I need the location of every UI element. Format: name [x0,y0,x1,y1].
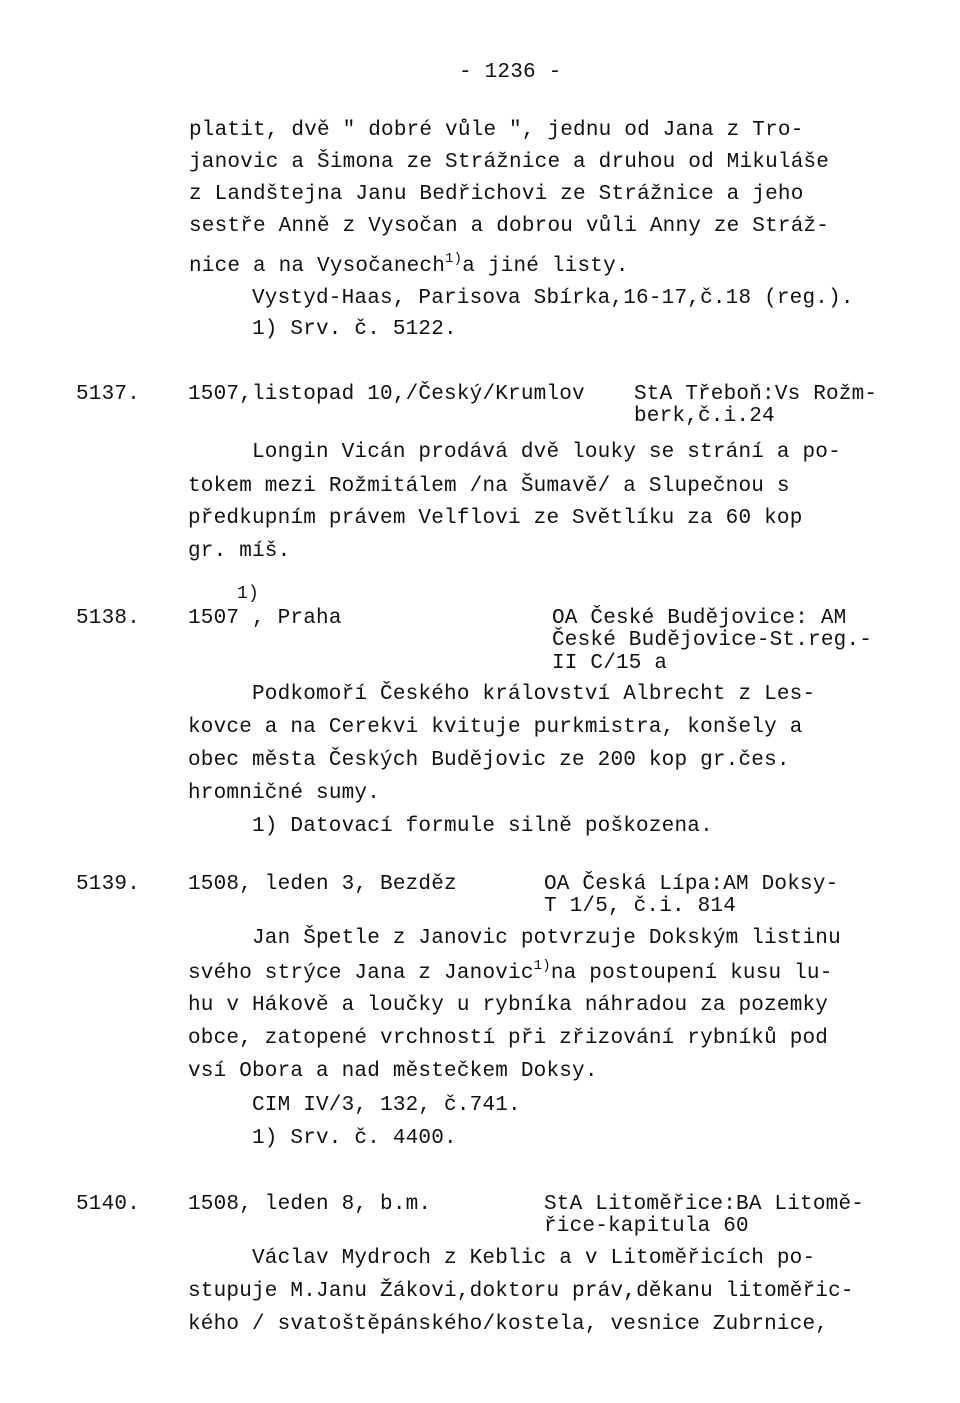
footnote-marker: 1) [533,958,551,974]
entry-text-line: hu v Hákově a loučky u rybníka náhradou za pozemky [188,994,829,1017]
entry-text-line: obec města Českých Budějovic ze 200 kop gr.čes. [188,749,790,772]
entry-archive-line-3: II C/15 a [552,652,668,675]
text-fragment: nice a na Vysočanech [189,255,446,278]
text-fragment: na postoupení kusu lu- [550,962,833,985]
entry-number: 5138. [76,607,141,630]
entry-footnote: 1) Datovací formule silně poškozena. [252,815,713,838]
entry-text-line: Jan Špetle z Janovic potvrzuje Dokským listinu [252,927,841,950]
continuation-source: Vystyd-Haas, Parisova Sbírka,16-17,č.18 (reg.). [252,287,854,310]
entry-archive-line-2: T 1/5, č.i. 814 [544,895,737,918]
entry-text-line: obce, zatopené vrchností při zřizování rybníků pod [188,1027,829,1050]
entry-archive-line-1: StA Třeboň:Vs Rožm- [634,383,878,406]
entry-date-place: 1508, leden 8, b.m. [188,1193,432,1216]
entry-text-line: kovce a na Cerekvi kvituje purkmistra, konšely a [188,716,803,739]
entry-archive-line-2: České Budějovice-St.reg.- [552,629,873,652]
continuation-line-2: janovic a Šimona ze Strážnice a druhou od Mikuláše [189,151,830,174]
footnote-marker: 1) [237,584,260,604]
page-number: - 1236 - [459,61,562,84]
entry-text-line: hromničné sumy. [188,782,381,805]
text-fragment: svého strýce Jana z Janovic [188,962,534,985]
continuation-line-5 [189,251,629,280]
entry-text-line: Longin Vicán prodává dvě louky se strání a po- [252,441,841,464]
continuation-footnote: 1) Srv. č. 5122. [252,318,457,341]
entry-archive-line-1: StA Litoměřice:BA Litomě- [544,1193,865,1216]
text-fragment: a jiné listy. [462,255,629,278]
entry-text-line: gr. míš. [188,540,291,563]
entry-date-place: 1508, leden 3, Bezděz [188,873,457,896]
entry-date-place: 1507 , Praha [188,607,342,630]
entry-source: CIM IV/3, 132, č.741. [252,1094,521,1117]
entry-text-line: předkupním právem Velflovi ze Světlíku za 60 kop [188,507,803,530]
entry-text-line [188,958,833,987]
continuation-line-3: z Landštejna Janu Bedřichovi ze Strážnice a jeho [189,183,804,206]
entry-archive-line-1: OA České Budějovice: AM [552,607,847,630]
continuation-line-1: platit, dvě " dobré vůle ", jednu od Jana z Tro- [189,119,804,142]
entry-text-line: Podkomoří Českého království Albrecht z Les- [252,683,816,706]
entry-archive-line-1: OA Česká Lípa:AM Doksy- [544,873,839,896]
footnote-marker: 1) [445,251,463,267]
entry-date-place: 1507,listopad 10,/Český/Krumlov [188,383,585,406]
entry-text-line: tokem mezi Rožmitálem /na Šumavě/ a Slupečnou s [188,475,790,498]
entry-number: 5139. [76,873,141,896]
entry-text-line: stupuje M.Janu Žákovi,doktoru práv,děkanu litoměřic- [188,1280,854,1303]
entry-text-line: vsí Obora a nad městečkem Doksy. [188,1060,598,1083]
entry-number: 5137. [76,383,141,406]
entry-archive-line-2: berk,č.i.24 [634,405,775,428]
entry-number: 5140. [76,1193,141,1216]
entry-text-line: kého / svatoštěpánského/kostela, vesnice Zubrnice, [188,1313,829,1336]
entry-text-line: Václav Mydroch z Keblic a v Litoměřicích po- [252,1247,816,1270]
entry-archive-line-2: řice-kapitula 60 [544,1215,749,1238]
entry-footnote: 1) Srv. č. 4400. [252,1127,457,1150]
continuation-line-4: sestře Anně z Vysočan a dobrou vůli Anny ze Stráž- [189,215,830,238]
